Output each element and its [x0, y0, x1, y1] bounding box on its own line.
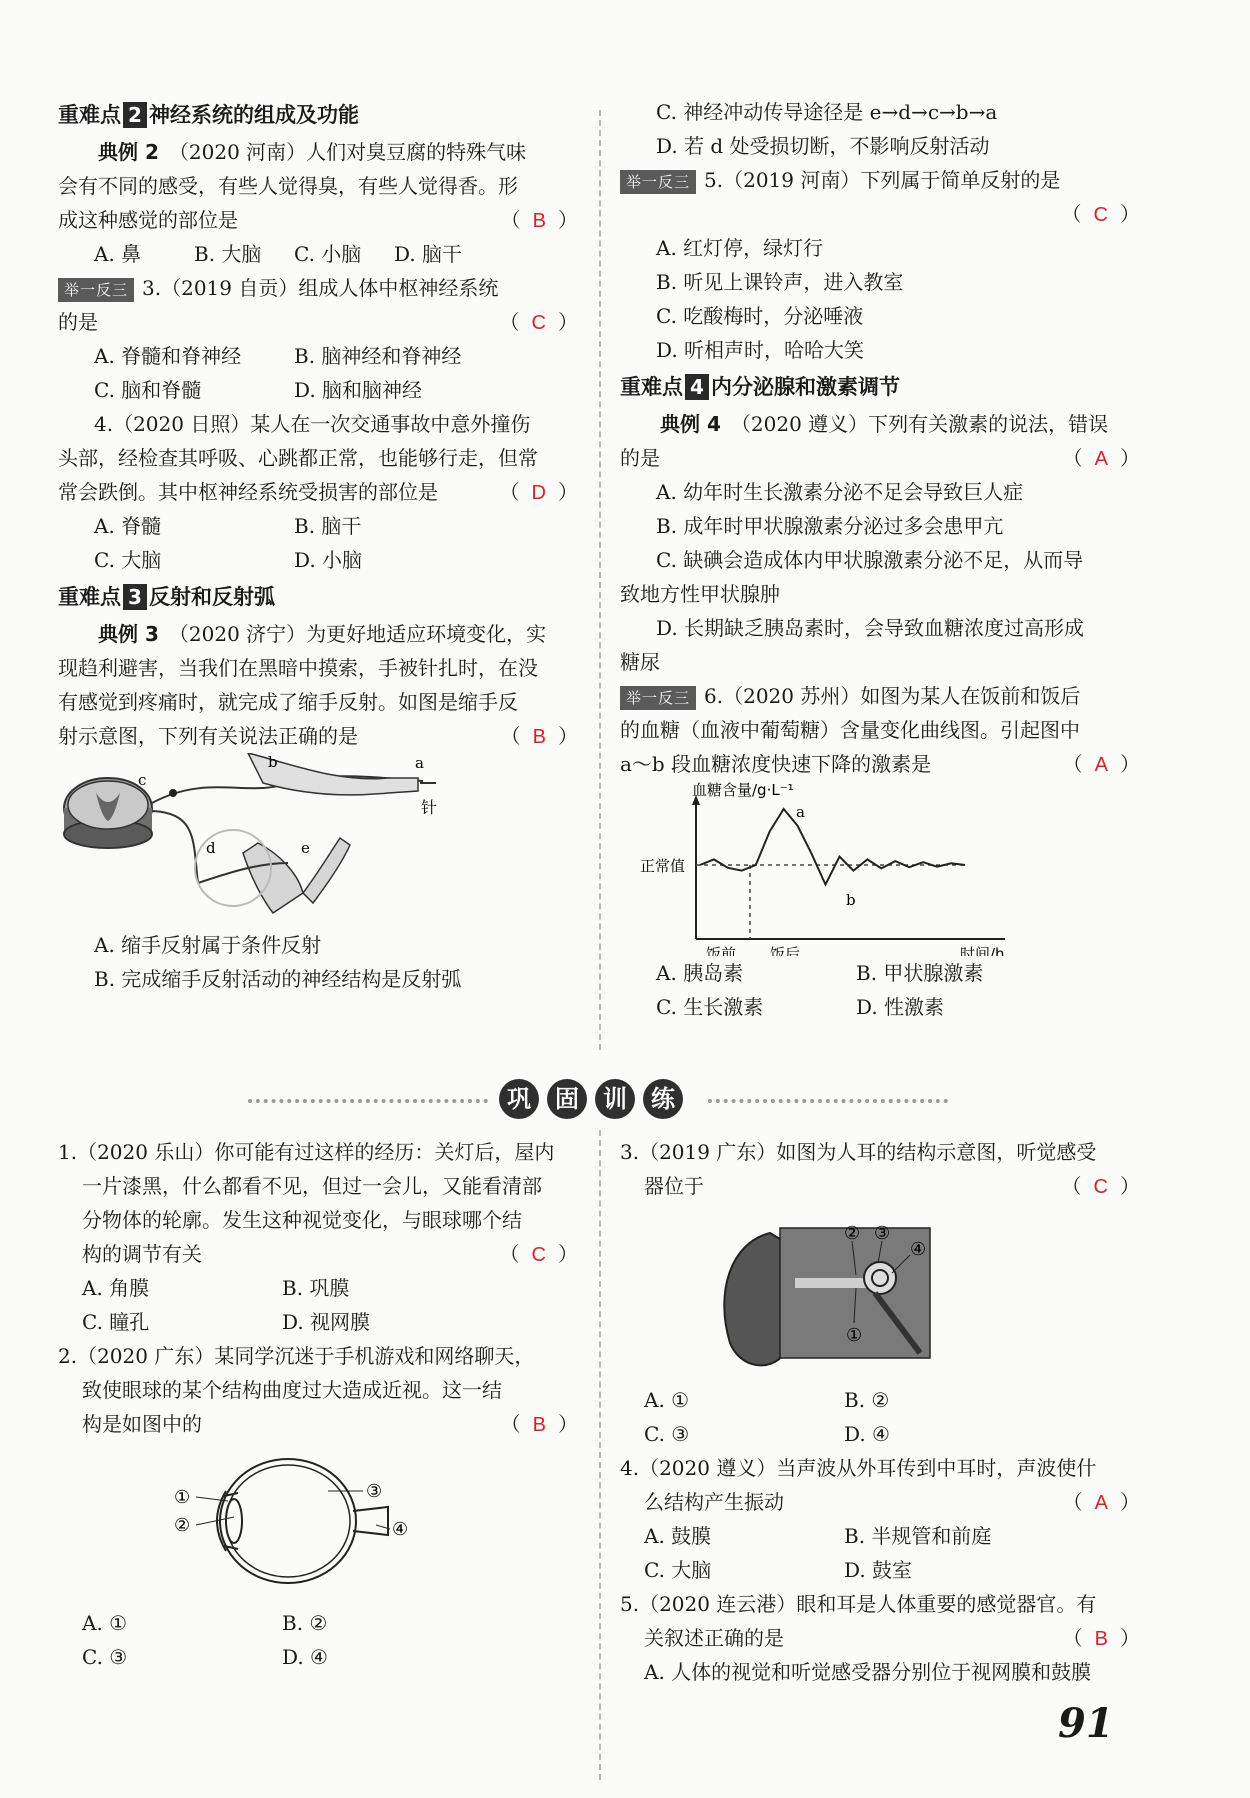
option: A. 脊髓 — [94, 514, 162, 538]
options-row — [620, 1553, 1140, 1587]
example-tag: 典例 4 — [660, 412, 721, 436]
answer-value: B — [532, 210, 546, 232]
option: C. 脑和脊髓 — [94, 378, 202, 402]
fig-label: ③ — [874, 1223, 891, 1244]
question-text: 现趋利避害，当我们在黑暗中摸索，手被针扎时，在没 — [58, 656, 538, 680]
option: A. ① — [644, 1388, 690, 1412]
series-line — [700, 809, 965, 885]
answer-bracket: （ A ） — [1062, 752, 1140, 776]
question-line — [620, 1169, 1140, 1203]
question-text: 的血糖（血液中葡萄糖）含量变化曲线图。引起图中 — [620, 718, 1080, 742]
banner-title — [495, 1079, 687, 1119]
answer-bracket: （ C ） — [1061, 202, 1140, 226]
answer-value: B — [1094, 1628, 1108, 1650]
ear-diagram — [620, 1203, 1040, 1383]
option: C. 瞳孔 — [82, 1310, 150, 1334]
question-text: 的是 — [620, 446, 660, 470]
options-row — [58, 1640, 578, 1674]
fig-label: 针 — [421, 798, 438, 817]
question-text: （2020 遵义）下列有关激素的说法，错误 — [740, 412, 1109, 436]
answer-value: A — [1094, 448, 1108, 470]
question-text: 关叙述正确的是 — [644, 1626, 784, 1650]
section-banner — [58, 1075, 1138, 1125]
option: C. 大脑 — [644, 1558, 712, 1582]
answer-bracket: （ A ） — [1062, 446, 1140, 470]
point-label: a — [796, 803, 805, 821]
fig-label: ① — [174, 1487, 191, 1508]
answer-value: C — [531, 1244, 546, 1266]
option: D. 脑干 — [394, 242, 463, 266]
fig-label: c — [138, 771, 147, 789]
answer-value: C — [1093, 1176, 1108, 1198]
question-text: 成这种感觉的部位是 — [58, 208, 238, 232]
answer-bracket: （ C ） — [499, 310, 578, 334]
option: C. 小脑 — [294, 242, 362, 266]
section-number: 4 — [685, 374, 709, 400]
option: B. 脑干 — [294, 514, 362, 538]
question-line — [620, 679, 1140, 713]
question-text: 3.（2019 广东）如图为人耳的结构示意图，听觉感受 — [620, 1140, 1097, 1164]
reflex-arc-diagram — [58, 753, 488, 928]
option: A. 红灯停，绿灯行 — [656, 236, 824, 260]
section-number: 3 — [123, 584, 147, 610]
section-number: 2 — [123, 102, 147, 128]
question-text: 4.（2020 遵义）当声波从外耳传到中耳时，声波使什 — [620, 1456, 1097, 1480]
option: D. 若 d 处受损切断，不影响反射活动 — [656, 134, 990, 158]
section-label: 重难点 — [58, 585, 121, 609]
banner-dots — [248, 1099, 488, 1107]
banner-char: 练 — [643, 1079, 683, 1119]
question-line — [620, 163, 1140, 197]
option: A. 缩手反射属于条件反射 — [94, 933, 322, 957]
right-column — [620, 95, 1140, 1024]
option: C. 缺碘会造成体内甲状腺激素分泌不足，从而导 — [656, 548, 1084, 572]
blood-sugar-chart — [620, 781, 1140, 956]
x-axis-label: 时间/h — [960, 945, 1005, 956]
answer-value: C — [1093, 204, 1108, 226]
question-line — [620, 1621, 1140, 1655]
question-text: 常会跌倒。其中枢神经系统受损害的部位是 — [58, 480, 438, 504]
fig-label: a — [415, 754, 424, 772]
section-label: 重难点 — [620, 375, 683, 399]
banner-char: 固 — [547, 1079, 587, 1119]
x-tick-label: 饭前 — [706, 945, 737, 956]
option: D. ④ — [844, 1422, 890, 1446]
banner-dots — [708, 1099, 948, 1107]
answer-bracket: （ A ） — [1062, 1490, 1140, 1514]
question-text: 头部，经检查其呼吸、心跳都正常，也能够行走，但常 — [58, 446, 538, 470]
option: B. ② — [844, 1388, 890, 1412]
x-tick-label: 饭后 — [770, 945, 801, 956]
bottom-right-column — [620, 1135, 1140, 1689]
answer-bracket: （ D ） — [499, 480, 578, 504]
fig-label: ③ — [366, 1481, 383, 1502]
question-text: 6.（2020 苏州）如图为某人在饭前和饭后 — [704, 684, 1081, 708]
question-line — [58, 617, 578, 651]
answer-value: A — [1094, 754, 1108, 776]
banner-char: 巩 — [499, 1079, 539, 1119]
fig-label: e — [301, 839, 310, 857]
fig-label: ④ — [910, 1239, 927, 1260]
question-line — [620, 747, 1140, 781]
question-line — [620, 407, 1140, 441]
question-text: （2020 济宁）为更好地适应环境变化，实 — [178, 622, 547, 646]
answer-bracket: （ C ） — [1061, 1174, 1140, 1198]
section-title: 神经系统的组成及功能 — [149, 103, 359, 127]
question-text: 5.（2019 河南）下列属于简单反射的是 — [704, 168, 1061, 192]
eyeball-diagram — [58, 1441, 478, 1606]
fig-label: ④ — [392, 1519, 409, 1540]
eye-figure — [58, 1441, 578, 1606]
question-text: 的是 — [58, 310, 98, 334]
answer-bracket: （ B ） — [1062, 1626, 1140, 1650]
question-text: a～b 段血糖浓度快速下降的激素是 — [620, 752, 932, 776]
answer-bracket: （ C ） — [499, 1242, 578, 1266]
option: C. 大脑 — [94, 548, 162, 572]
section-heading-4 — [620, 370, 1140, 404]
option: D. 性激素 — [856, 995, 945, 1019]
option: B. 听见上课铃声，进入教室 — [656, 270, 904, 294]
option: C. 吃酸梅时，分泌唾液 — [656, 304, 864, 328]
option: B. 脑神经和脊神经 — [294, 344, 462, 368]
option: 致地方性甲状腺肿 — [620, 582, 780, 606]
options-row — [58, 1606, 578, 1640]
option: D. 视网膜 — [282, 1310, 371, 1334]
answer-bracket: （ B ） — [500, 208, 578, 232]
ear-figure — [620, 1203, 1140, 1383]
fig-label: d — [206, 839, 216, 857]
option: D. 脑和脑神经 — [294, 378, 423, 402]
blood-sugar-line-chart — [620, 781, 1020, 956]
question-text: 致使眼球的某个结构曲度过大造成近视。这一结 — [82, 1378, 502, 1402]
option: B. 巩膜 — [282, 1276, 350, 1300]
option: D. ④ — [282, 1645, 328, 1669]
question-line — [58, 203, 578, 237]
fig-label: ② — [174, 1515, 191, 1536]
left-column — [58, 95, 578, 996]
options-row — [58, 339, 578, 373]
fig-label: ② — [844, 1223, 861, 1244]
reflex-arc-figure — [58, 753, 578, 928]
practice-tag: 举一反三 — [620, 170, 696, 194]
option: C. ③ — [82, 1645, 128, 1669]
option: A. 鼻 — [94, 242, 142, 266]
practice-tag: 举一反三 — [58, 278, 134, 302]
question-text: 一片漆黑，什么都看不见，但过一会儿，又能看清部 — [82, 1174, 542, 1198]
question-line — [620, 1485, 1140, 1519]
question-line — [620, 197, 1140, 231]
answer-value: A — [1094, 1492, 1108, 1514]
answer-bracket: （ B ） — [500, 1412, 578, 1436]
question-text: 有感觉到疼痛时，就完成了缩手反射。如图是缩手反 — [58, 690, 518, 714]
option: D. 听相声时，哈哈大笑 — [656, 338, 865, 362]
fig-label: ① — [846, 1325, 863, 1346]
column-divider — [599, 110, 602, 1050]
answer-value: B — [532, 726, 546, 748]
question-text: 分物体的轮廓。发生这种视觉变化，与眼球哪个结 — [82, 1208, 522, 1232]
example-tag: 典例 2 — [98, 140, 159, 164]
section-heading-2 — [58, 98, 578, 132]
options-row — [58, 237, 578, 271]
option: C. 神经冲动传导途径是 e→d→c→b→a — [656, 100, 998, 124]
option: A. ① — [82, 1611, 128, 1635]
question-line — [58, 475, 578, 509]
option: A. 人体的视觉和听觉感受器分别位于视网膜和鼓膜 — [644, 1660, 1092, 1684]
question-text: 射示意图，下列有关说法正确的是 — [58, 724, 358, 748]
question-line — [58, 1407, 578, 1441]
options-row — [620, 1519, 1140, 1553]
option: B. ② — [282, 1611, 328, 1635]
options-row — [620, 1417, 1140, 1451]
option: B. 完成缩手反射活动的神经结构是反射弧 — [94, 967, 462, 991]
option: C. ③ — [644, 1422, 690, 1446]
option: D. 长期缺乏胰岛素时，会导致血糖浓度过高形成 — [656, 616, 1085, 640]
option: B. 成年时甲状腺激素分泌过多会患甲亢 — [656, 514, 1004, 538]
option: A. 鼓膜 — [644, 1524, 712, 1548]
question-text: 构的调节有关 — [82, 1242, 202, 1266]
options-row — [58, 543, 578, 577]
question-line — [58, 135, 578, 169]
answer-value: D — [531, 482, 546, 504]
option: D. 小脑 — [294, 548, 363, 572]
question-text: 4.（2020 日照）某人在一次交通事故中意外撞伤 — [94, 412, 531, 436]
question-text: 会有不同的感受，有些人觉得臭，有些人觉得香。形 — [58, 174, 518, 198]
section-title: 内分泌腺和激素调节 — [711, 375, 900, 399]
y-tick-label: 正常值 — [640, 857, 686, 875]
options-row — [58, 509, 578, 543]
question-text: 器位于 — [644, 1174, 704, 1198]
option: A. 角膜 — [82, 1276, 150, 1300]
question-text: 3.（2019 自贡）组成人体中枢神经系统 — [142, 276, 499, 300]
question-text: （2020 河南）人们对臭豆腐的特殊气味 — [178, 140, 527, 164]
answer-value: C — [531, 312, 546, 334]
answer-value: B — [532, 1414, 546, 1436]
options-row — [58, 373, 578, 407]
answer-bracket: （ B ） — [500, 724, 578, 748]
y-axis-label: 血糖含量/g·L⁻¹ — [692, 781, 794, 799]
section-title: 反射和反射弧 — [149, 585, 275, 609]
example-tag: 典例 3 — [98, 622, 159, 646]
question-text: 构是如图中的 — [82, 1412, 202, 1436]
question-line — [58, 305, 578, 339]
question-text: 1.（2020 乐山）你可能有过这样的经历：关灯后，屋内 — [58, 1140, 555, 1164]
option: B. 半规管和前庭 — [844, 1524, 992, 1548]
question-line — [58, 719, 578, 753]
question-line — [58, 1237, 578, 1271]
option: B. 大脑 — [194, 242, 262, 266]
option: A. 幼年时生长激素分泌不足会导致巨人症 — [656, 480, 1024, 504]
point-label: b — [846, 891, 856, 909]
option: A. 胰岛素 — [656, 961, 744, 985]
options-row — [620, 990, 1140, 1024]
section-heading-3 — [58, 580, 578, 614]
question-text: 2.（2020 广东）某同学沉迷于手机游戏和网络聊天， — [58, 1344, 535, 1368]
option: C. 生长激素 — [656, 995, 764, 1019]
page-number: 91 — [1058, 1700, 1114, 1747]
banner-char: 训 — [595, 1079, 635, 1119]
options-row — [58, 1271, 578, 1305]
question-text: 5.（2020 连云港）眼和耳是人体重要的感觉器官。有 — [620, 1592, 1097, 1616]
fig-label: b — [268, 753, 278, 771]
section-label: 重难点 — [58, 103, 121, 127]
question-text: 么结构产生振动 — [644, 1490, 784, 1514]
option: D. 鼓室 — [844, 1558, 913, 1582]
options-row — [620, 1383, 1140, 1417]
options-row — [58, 1305, 578, 1339]
option: A. 脊髓和脊神经 — [94, 344, 242, 368]
bottom-left-column — [58, 1135, 578, 1674]
column-divider — [599, 1130, 602, 1780]
question-line — [620, 441, 1140, 475]
option: B. 甲状腺激素 — [856, 961, 984, 985]
practice-tag: 举一反三 — [620, 686, 696, 710]
question-line — [58, 271, 578, 305]
option: 糖尿 — [620, 650, 660, 674]
options-row — [620, 956, 1140, 990]
